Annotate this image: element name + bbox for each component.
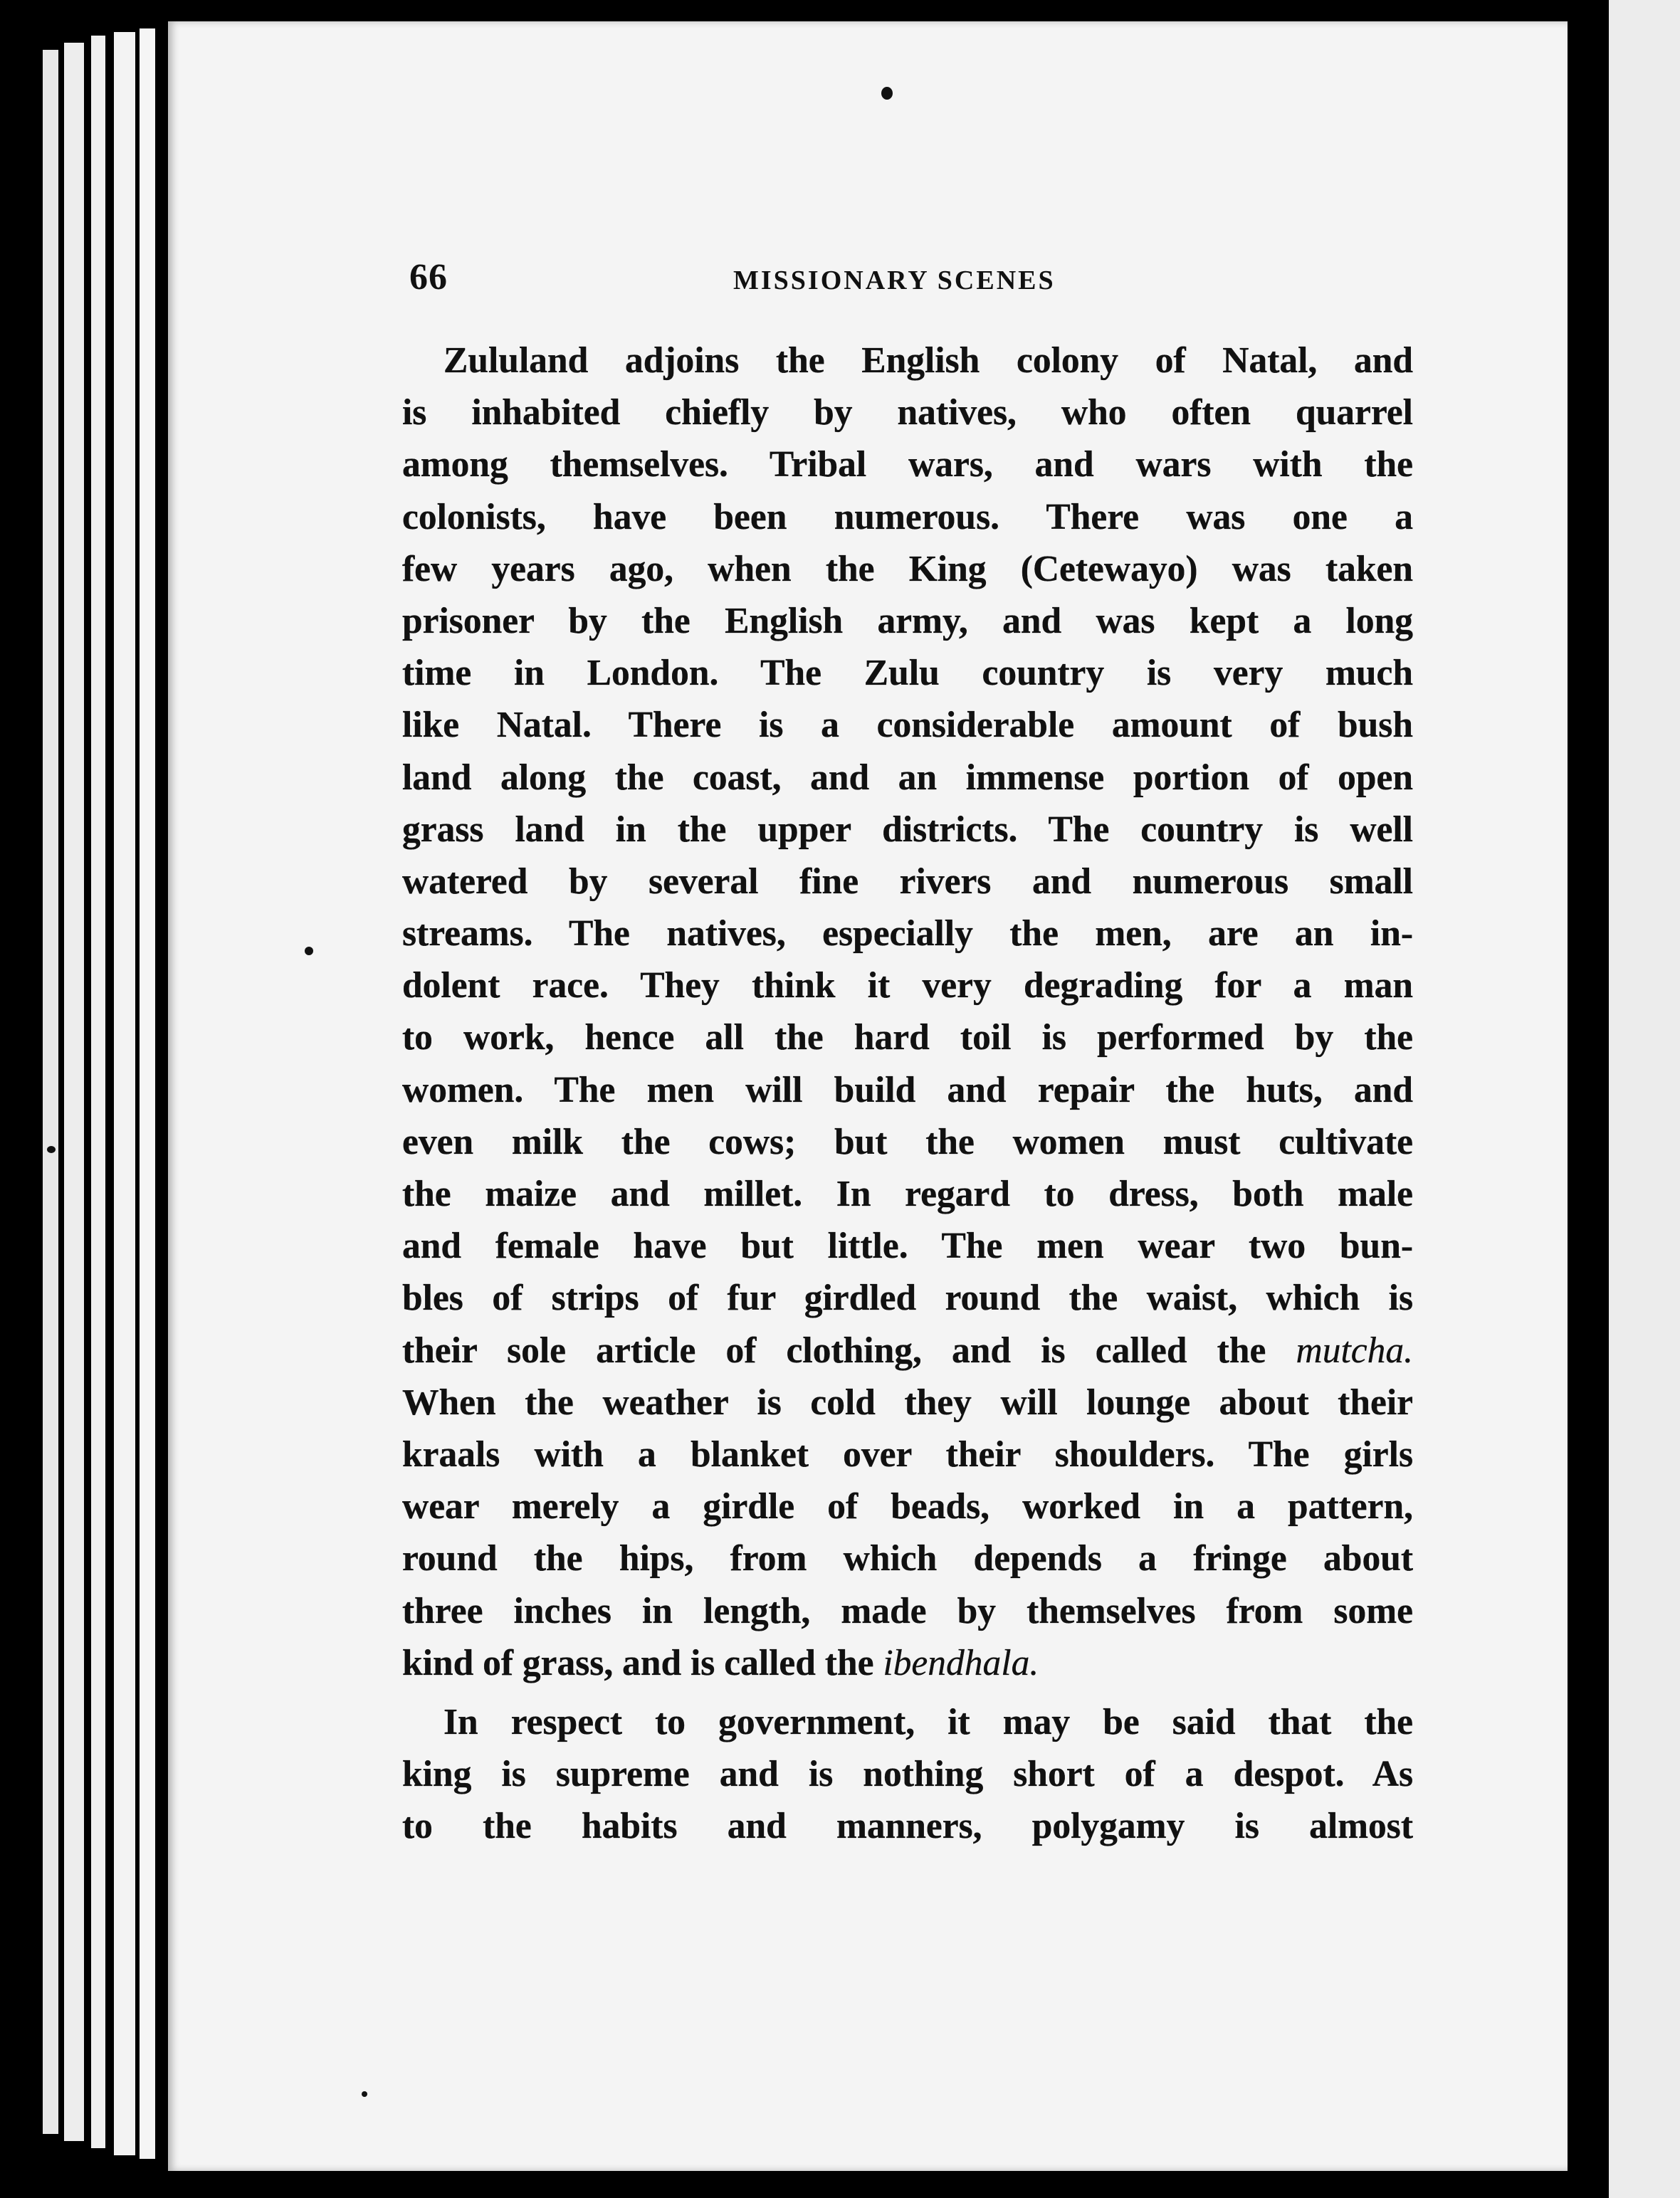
scan-speck xyxy=(47,1146,56,1153)
scan-speck xyxy=(305,947,313,955)
text-line: time in London. The Zulu country is very much xyxy=(402,653,1413,694)
text-line xyxy=(402,1325,1413,1377)
page-edge xyxy=(140,28,155,2159)
page-edge xyxy=(114,32,135,2155)
page-number: 66 xyxy=(409,257,448,298)
scan-speck xyxy=(362,2091,367,2097)
text-line: When the weather is cold they will lounge about their xyxy=(402,1382,1413,1423)
text-line: wear merely a girdle of beads, worked in a pattern, xyxy=(402,1486,1413,1527)
text-line xyxy=(402,1637,1413,1689)
page-edge xyxy=(64,43,84,2141)
text-line: In respect to government, it may be said that the xyxy=(443,1701,1413,1742)
text-line: among themselves. Tribal wars, and wars with the xyxy=(402,444,1413,485)
text-line: to the habits and manners, polygamy is almost xyxy=(402,1806,1413,1847)
text-line: even milk the cows; but the women must cultivate xyxy=(402,1121,1413,1162)
text-line: Zululand adjoins the English colony of Natal, and xyxy=(443,340,1413,381)
paragraph-gap xyxy=(402,1689,1413,1696)
body-text xyxy=(402,335,1413,1852)
text-line: like Natal. There is a considerable amount of bush xyxy=(402,705,1413,746)
page-edge xyxy=(43,50,58,2134)
text-line: few years ago, when the King (Cetewayo) was taken xyxy=(402,548,1413,589)
text-line: women. The men will build and repair the huts, and xyxy=(402,1069,1413,1110)
italic-term: mutcha. xyxy=(1296,1330,1413,1371)
text-line: round the hips, from which depends a fringe about xyxy=(402,1538,1413,1579)
binding-gutter xyxy=(1568,0,1609,2198)
page-edge xyxy=(91,36,105,2148)
next-page-edge xyxy=(1609,0,1680,2198)
text-line: is inhabited chiefly by natives, who often quarrel xyxy=(402,392,1413,433)
text-line: the maize and millet. In regard to dress, both male xyxy=(402,1174,1413,1214)
text-line-part: kind of grass, and is called the xyxy=(402,1642,874,1683)
text-line: king is supreme and is nothing short of a despot. As xyxy=(402,1754,1413,1795)
italic-term: ibendhala. xyxy=(883,1642,1039,1683)
text-line: prisoner by the English army, and was kept a long xyxy=(402,600,1413,641)
text-line: grass land in the upper districts. The country is well xyxy=(402,809,1413,850)
text-line: dolent race. They think it very degrading for a man xyxy=(402,965,1413,1006)
scan-speck xyxy=(881,87,893,100)
text-line: land along the coast, and an immense portion of open xyxy=(402,757,1413,798)
text-line: kraals with a blanket over their shoulders. The girls xyxy=(402,1434,1413,1475)
text-line: to work, hence all the hard toil is performed by the xyxy=(402,1017,1413,1058)
text-line: bles of strips of fur girdled round the waist, which is xyxy=(402,1278,1413,1319)
text-line: watered by several fine rivers and numerous small xyxy=(402,861,1413,902)
text-line-part: their sole article of clothing, and is called the xyxy=(402,1330,1266,1371)
text-line: streams. The natives, especially the men, are an in- xyxy=(402,913,1413,955)
text-line: and female have but little. The men wear two bun- xyxy=(402,1226,1413,1267)
running-head xyxy=(409,256,1420,306)
text-line: colonists, have been numerous. There was one a xyxy=(402,496,1413,537)
running-title: MISSIONARY SCENES xyxy=(733,265,1056,295)
text-line: three inches in length, made by themselves from some xyxy=(402,1590,1413,1631)
